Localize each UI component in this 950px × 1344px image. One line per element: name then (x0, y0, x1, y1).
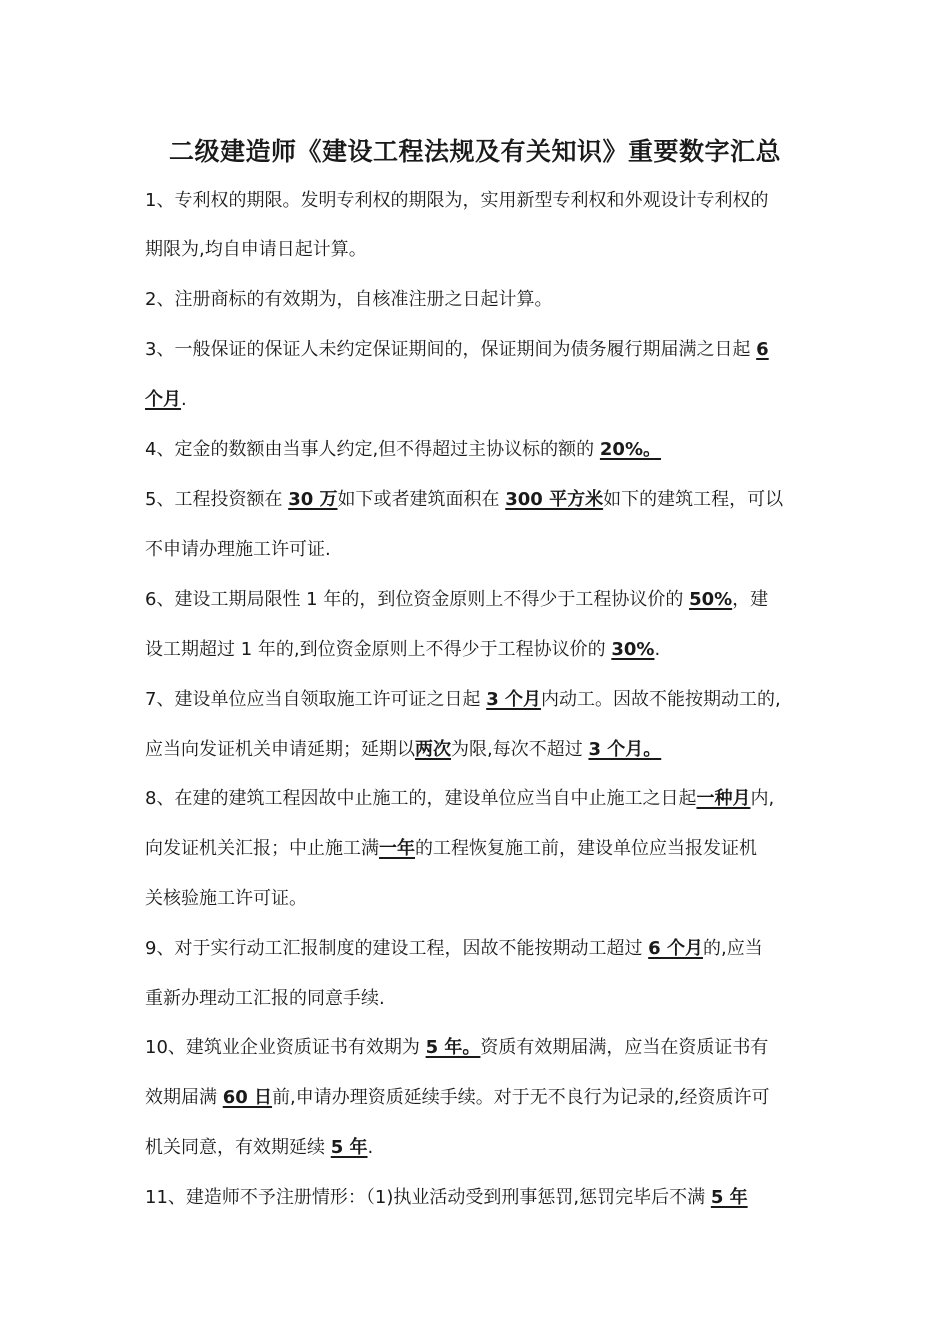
text-segment: 10、建筑业企业资质证书有效期为 (145, 1037, 426, 1058)
key-number: 6 个月 (648, 938, 703, 959)
text-segment: 2、注册商标的有效期为，自核准注册之日起计算。 (145, 289, 553, 310)
text-segment: 重新办理动工汇报的同意手续. (145, 988, 385, 1009)
text-segment: 1、专利权的期限。发明专利权的期限为，实用新型专利权和外观设计专利权的 (145, 190, 769, 211)
text-segment: 3、一般保证的保证人未约定保证期间的，保证期间为债务履行期届满之日起 (145, 339, 757, 360)
text-segment: 前,申请办理资质延续手续。对于无不良行为记录的,经资质许可 (272, 1087, 770, 1108)
text-line (145, 338, 825, 362)
key-number: 5 年 (330, 1137, 368, 1158)
text-segment: 为限,每次不超过 (451, 739, 589, 760)
text-segment: . (367, 1137, 374, 1158)
text-segment: 效期届满 (145, 1087, 223, 1108)
text-line (145, 588, 825, 612)
text-segment: ，建 (732, 589, 769, 610)
key-number: 3 个月。 (588, 739, 662, 760)
text-segment: 应当向发证机关申请延期；延期以 (145, 739, 415, 760)
key-number: 30% (611, 639, 655, 660)
text-line (145, 688, 825, 712)
text-segment: 不申请办理施工许可证. (145, 539, 331, 560)
text-segment: 内动工。因故不能按期动工的, (540, 689, 781, 710)
text-line (145, 887, 825, 911)
text-line (145, 937, 825, 961)
text-line (145, 438, 825, 462)
key-number: 3 个月 (486, 689, 541, 710)
text-segment: 期限为,均自申请日起计算。 (145, 239, 367, 260)
key-number: 20%。 (599, 439, 661, 460)
text-line (145, 1186, 825, 1210)
text-segment: 6、建设工期局限性 1 年的，到位资金原则上不得少于工程协议价的 (145, 589, 690, 610)
text-line (145, 189, 825, 213)
text-segment: 向发证机关汇报；中止施工满 (145, 838, 379, 859)
text-segment: 的工程恢复施工前，建设单位应当报发证机 (415, 838, 757, 859)
key-number: 5 年 (710, 1187, 748, 1208)
text-line (145, 488, 825, 512)
page-title: 二级建造师《建设工程法规及有关知识》重要数字汇总 (168, 137, 781, 166)
text-line (145, 1086, 825, 1110)
key-number: 50% (689, 589, 733, 610)
key-number: 个月 (145, 389, 181, 410)
key-number: 一种月 (696, 788, 751, 809)
key-number: 5 年。 (425, 1037, 481, 1058)
text-segment: . (181, 389, 187, 410)
text-line (145, 987, 825, 1011)
text-segment: 机关同意，有效期延续 (145, 1137, 331, 1158)
text-segment: 关核验施工许可证。 (145, 888, 307, 909)
text-line (145, 388, 825, 412)
text-line (145, 288, 825, 312)
key-number: 两次 (415, 739, 451, 760)
text-line (145, 738, 825, 762)
text-segment: 的,应当 (702, 938, 763, 959)
text-segment: 4、定金的数额由当事人约定,但不得超过主协议标的额的 (145, 439, 600, 460)
text-segment: 11、建造师不予注册情形：（1)执业活动受到刑事惩罚,惩罚完毕后不满 (145, 1187, 711, 1208)
text-segment: 5、工程投资额在 (145, 489, 289, 510)
text-segment: 内, (750, 788, 775, 809)
key-number: 6 (756, 339, 769, 360)
text-segment: 7、建设单位应当自领取施工许可证之日起 (145, 689, 487, 710)
text-segment: 如下或者建筑面积在 (337, 489, 506, 510)
text-segment: . (654, 639, 661, 660)
text-line (145, 538, 825, 562)
key-number: 30 万 (288, 489, 338, 510)
text-segment: 8、在建的建筑工程因故中止施工的，建设单位应当自中止施工之日起 (145, 788, 697, 809)
text-line (145, 837, 825, 861)
key-number: 300 平方米 (505, 489, 604, 510)
key-number: 一年 (379, 838, 415, 859)
text-line (145, 1136, 825, 1160)
text-segment: 设工期超过 1 年的,到位资金原则上不得少于工程协议价的 (145, 639, 612, 660)
text-segment: 9、对于实行动工汇报制度的建设工程，因故不能按期动工超过 (145, 938, 649, 959)
text-line (145, 638, 825, 662)
text-line (145, 1036, 825, 1060)
text-segment: 资质有效期届满，应当在资质证书有 (480, 1037, 769, 1058)
text-segment: 如下的建筑工程，可以 (603, 489, 784, 510)
text-line (145, 787, 825, 811)
key-number: 60 日 (222, 1087, 273, 1108)
text-line (145, 238, 825, 262)
